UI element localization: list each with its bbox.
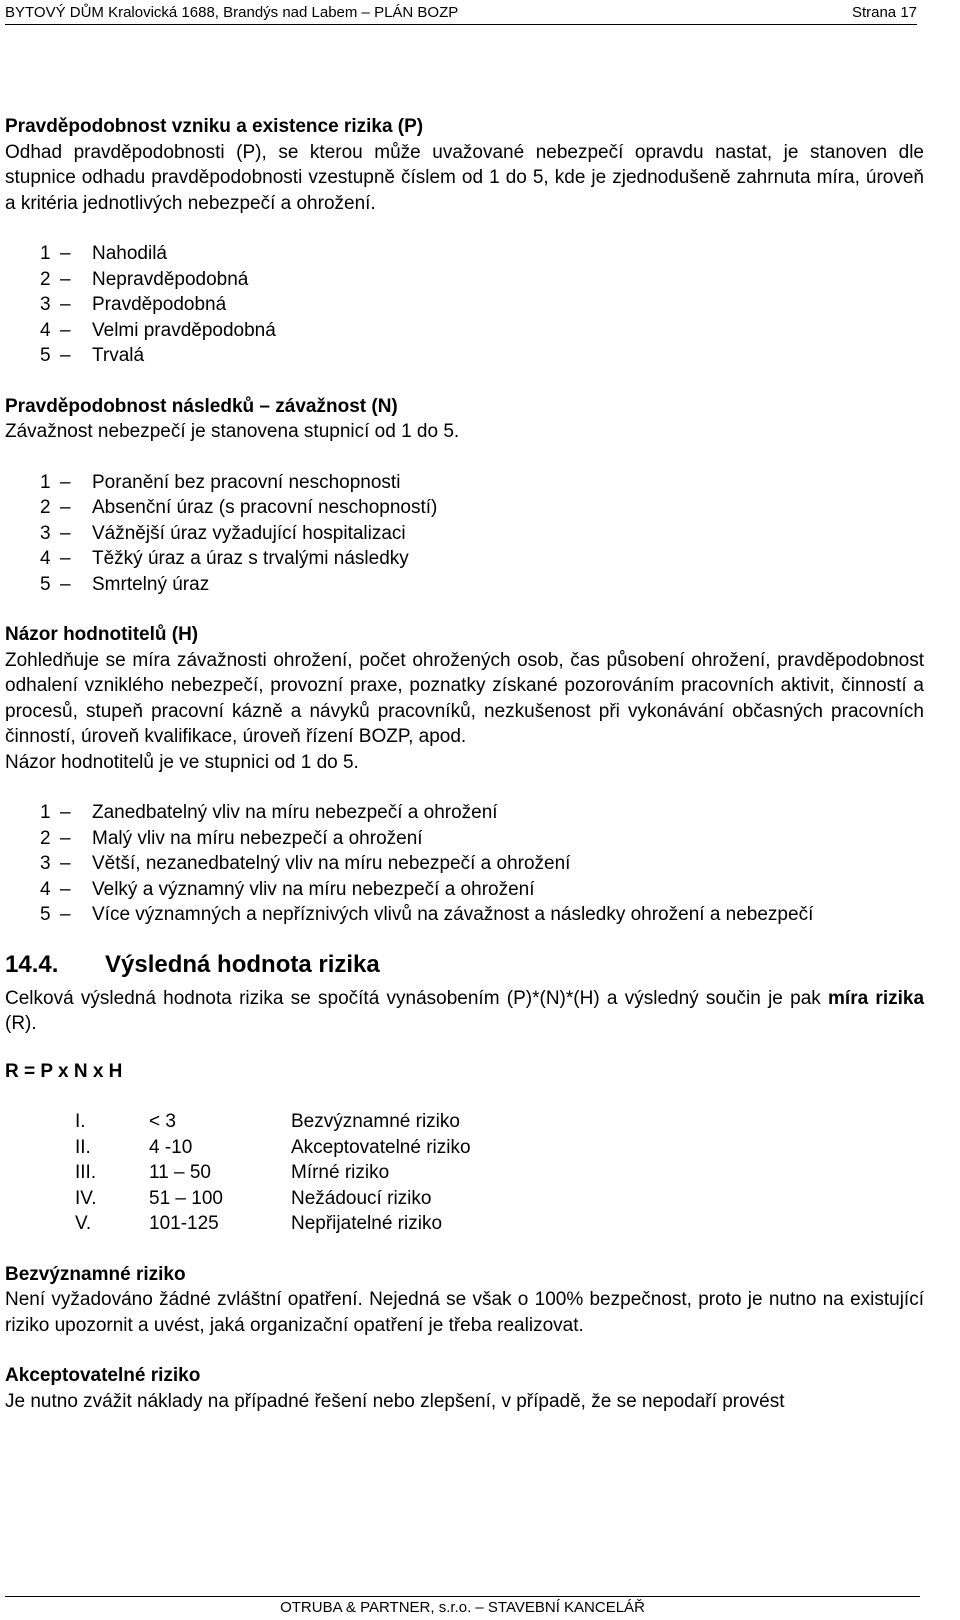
class-roman: IV. [75, 1187, 97, 1209]
list-item [40, 343, 924, 369]
document-body [5, 114, 924, 1414]
dash: – [60, 904, 71, 925]
item-number: 3 [40, 853, 51, 874]
list-item [40, 851, 924, 877]
acceptable-text: Je nutno zvážit náklady na případné řešení nebo zlepšení, v případě, že se nepodaří provést [5, 1390, 785, 1412]
class-roman: III. [75, 1162, 97, 1183]
opinion-scale [5, 800, 924, 928]
list-item [40, 572, 924, 598]
table-row [75, 1109, 471, 1135]
risk-formula: R = P x N x H [5, 1060, 123, 1082]
dash: – [60, 522, 71, 544]
section-intro [5, 986, 924, 1037]
dash: – [60, 497, 71, 518]
item-number: 1 [40, 243, 51, 264]
list-item [40, 241, 924, 267]
insignificant-text: Není vyžadováno žádné zvláštní opatření. Nejedná se však o 100% bezpečnost, proto je nutno na existující riziko upozornit a uvést, jaká organizační opatření je třeba realizovat. [5, 1289, 924, 1336]
item-text: Těžký úraz a úraz s trvalými následky [92, 548, 409, 569]
document-title: BYTOVÝ DŮM Kralovická 1688, Brandýs nad Labem – PLÁN BOZP [5, 4, 459, 21]
item-text: Nahodilá [92, 243, 167, 264]
severity-scale [5, 470, 924, 598]
class-roman: II. [75, 1136, 91, 1158]
item-number: 5 [40, 345, 51, 366]
footer-company: OTRUBA & PARTNER, s.r.o. – STAVEBNÍ KANCELÁŘ [280, 1599, 645, 1616]
dash: – [60, 345, 71, 366]
item-text: Pravděpodobná [92, 294, 227, 315]
item-text: Vážnější úraz vyžadující hospitalizaci [92, 522, 406, 544]
probability-scale [5, 241, 924, 369]
table-row [75, 1160, 471, 1186]
insignificant-heading: Bezvýznamné riziko [5, 1263, 186, 1285]
class-range: < 3 [149, 1111, 176, 1132]
list-item [40, 495, 924, 521]
dash: – [60, 471, 71, 493]
class-range: 11 – 50 [149, 1162, 211, 1183]
item-number: 2 [40, 827, 51, 849]
section-title: Výsledná hodnota rizika [105, 950, 380, 978]
acceptable-heading: Akceptovatelné riziko [5, 1365, 201, 1386]
item-number: 3 [40, 294, 51, 315]
dash: – [60, 878, 71, 900]
item-text: Velmi pravděpodobná [92, 319, 276, 341]
class-range: 51 – 100 [149, 1187, 223, 1209]
severity-intro: Závažnost nebezpečí je stanovena stupnicí od 1 do 5. [5, 421, 460, 442]
class-label: Akceptovatelné riziko [291, 1136, 471, 1158]
item-number: 4 [40, 319, 51, 341]
probability-intro: Odhad pravděpodobnosti (P), se kterou může uvažované nebezpečí opravdu nastat, je stanoven dle stupnice odhadu pravděpodobnosti vzestupně číslem od 1 do 5, kde je zjednodušeně zahrnuta míra, úroveň a kritéria jednotlivých nebezpečí a ohrožení. [5, 141, 924, 214]
list-item [40, 292, 924, 318]
dash: – [60, 319, 71, 341]
section-intro-end: (R). [5, 1013, 37, 1034]
item-number: 1 [40, 802, 51, 823]
class-range: 4 -10 [149, 1136, 193, 1158]
class-roman: V. [75, 1213, 92, 1234]
class-range: 101-125 [149, 1213, 219, 1234]
class-label: Nepřijatelné riziko [291, 1213, 443, 1234]
section-number: 14.4. [5, 950, 59, 978]
section-intro-text: Celková výsledná hodnota rizika se spočítá vynásobením (P)*(N)*(H) a výsledný součin je pak [5, 987, 821, 1009]
dash: – [60, 573, 71, 595]
table-row [75, 1186, 471, 1212]
dash: – [60, 548, 71, 569]
item-number: 4 [40, 878, 51, 900]
class-label: Nežádoucí riziko [291, 1187, 432, 1209]
item-number: 2 [40, 497, 51, 518]
dash: – [60, 853, 71, 874]
page-footer [5, 1596, 920, 1619]
item-text: Nepravděpodobná [92, 268, 249, 290]
item-text: Více významných a nepříznivých vlivů na závažnost a následky ohrožení a nebezpečí [92, 904, 814, 925]
item-text: Absenční úraz (s pracovní neschopností) [92, 497, 438, 518]
item-text: Smrtelný úraz [92, 573, 210, 595]
dash: – [60, 802, 71, 823]
class-label: Mírné riziko [291, 1162, 390, 1183]
table-row [75, 1135, 471, 1161]
list-item [40, 521, 924, 547]
risk-measure-term: míra rizika [828, 987, 925, 1009]
item-number: 5 [40, 904, 51, 925]
list-item [40, 318, 924, 344]
list-item [40, 877, 924, 903]
section-heading [5, 950, 924, 980]
list-item [40, 826, 924, 852]
list-item [40, 546, 924, 572]
class-label: Bezvýznamné riziko [291, 1111, 460, 1132]
page-header [5, 2, 917, 25]
item-text: Trvalá [92, 345, 145, 366]
probability-heading: Pravděpodobnost vzniku a existence rizika (P) [5, 116, 424, 137]
item-number: 4 [40, 548, 51, 569]
item-text: Malý vliv na míru nebezpečí a ohrožení [92, 827, 423, 849]
list-item [40, 470, 924, 496]
item-text: Poranění bez pracovní neschopnosti [92, 471, 401, 493]
table-row [75, 1211, 471, 1237]
item-text: Zanedbatelný vliv na míru nebezpečí a ohrožení [92, 802, 498, 823]
item-text: Větší, nezanedbatelný vliv na míru nebezpečí a ohrožení [92, 853, 571, 874]
opinion-heading: Názor hodnotitelů (H) [5, 624, 199, 645]
list-item [40, 800, 924, 826]
list-item [40, 902, 924, 928]
opinion-scale-note: Názor hodnotitelů je ve stupnici od 1 do 5. [5, 751, 359, 773]
dash: – [60, 268, 71, 290]
item-number: 5 [40, 573, 51, 595]
class-roman: I. [75, 1111, 86, 1132]
page-number: Strana 17 [851, 4, 917, 21]
dash: – [60, 827, 71, 849]
item-number: 1 [40, 471, 51, 493]
risk-class-table [75, 1109, 471, 1237]
severity-heading: Pravděpodobnost následků – závažnost (N) [5, 395, 398, 417]
dash: – [60, 294, 71, 315]
item-text: Velký a významný vliv na míru nebezpečí a ohrožení [92, 878, 535, 900]
opinion-intro: Zohledňuje se míra závažnosti ohrožení, počet ohrožených osob, čas působení ohrožení, pravděpodobnost odhalení vzniklého nebezpečí, provozní praxe, poznatky získané pozorováním pracovních aktivit, činností a procesů, stupeň pracovní kázně a návyků pracovníků, nezkušenost při vykonávání občasných pracovních činností, úroveň kvalifikace, úroveň řízení BOZP, apod. [5, 649, 924, 747]
dash: – [60, 243, 71, 264]
item-number: 2 [40, 268, 51, 290]
list-item [40, 267, 924, 293]
item-number: 3 [40, 522, 51, 544]
